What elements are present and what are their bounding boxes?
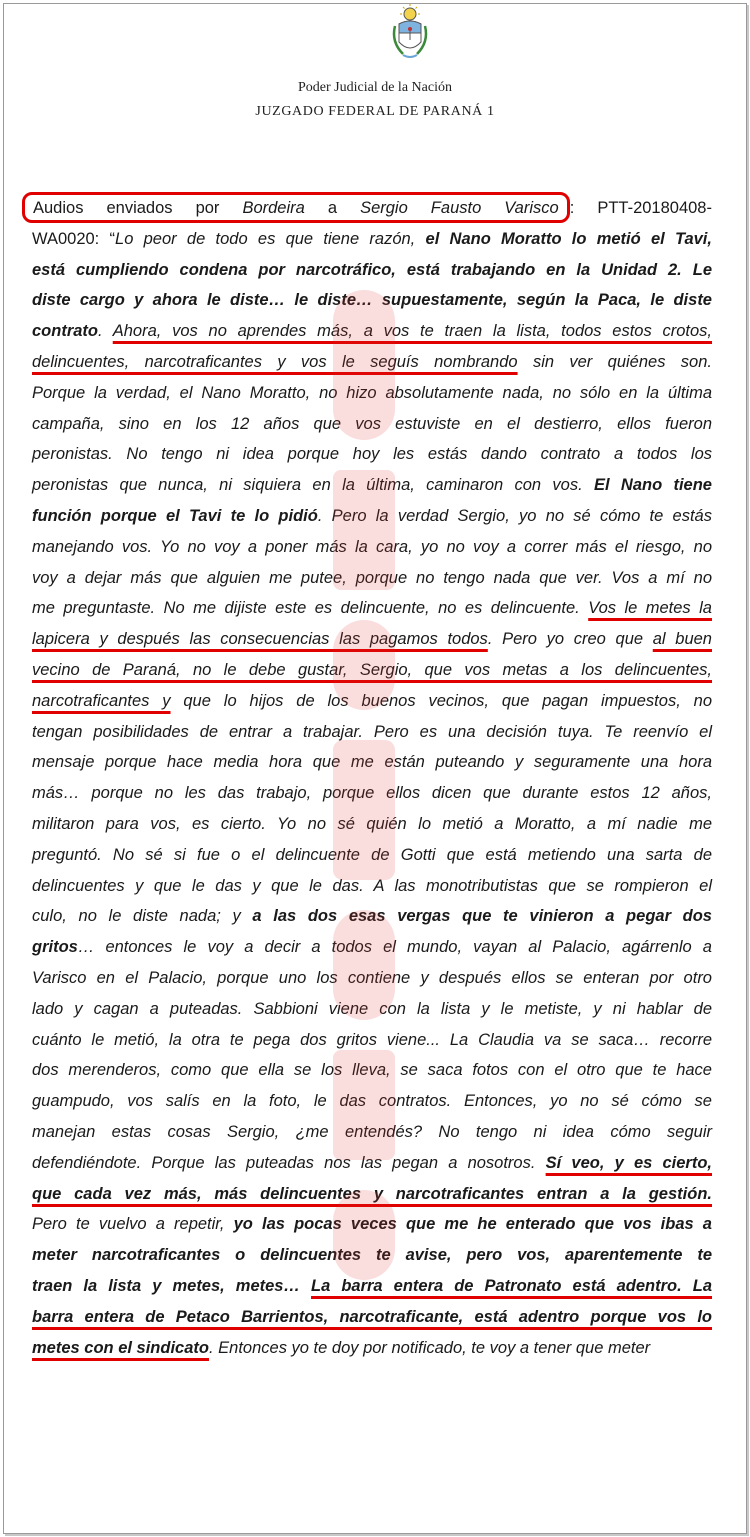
text-segment: dos merenderos, como que ella se los lleva, se saca fotos con el otro que te hace <box>32 1061 712 1080</box>
highlighted-text: al buen <box>652 630 712 649</box>
text-segment: . Pero yo creo que <box>487 630 653 649</box>
text-line <box>32 809 712 839</box>
text-line <box>32 255 712 285</box>
text-segment: : PTT-20180408- <box>569 199 712 217</box>
text-line <box>32 1148 712 1178</box>
highlighted-text: La barra entera de Patronato está adentro. La <box>311 1277 713 1295</box>
text-segment: Porque la verdad, el Nano Moratto, no hizo absolutamente nada, no sólo en la última <box>32 383 712 402</box>
text-line <box>32 1179 712 1209</box>
court-header-line2: JUZGADO FEDERAL DE PARANÁ 1 <box>255 104 495 119</box>
text-segment: defendiéndote. Porque las puteadas nos las pegan a nosotros. <box>32 1153 546 1172</box>
text-segment: Pero te vuelvo a repetir, <box>32 1215 234 1234</box>
court-header-line1: Poder Judicial de la Nación <box>298 80 452 95</box>
text-segment: cuánto le metió, la otra te pega dos gritos viene... La Claudia va se saca… recorre <box>32 1030 712 1049</box>
text-line <box>32 439 712 469</box>
text-line <box>32 347 712 377</box>
highlighted-text: lapicera y después las consecuencias las pagamos todos <box>32 630 488 649</box>
highlighted-text: metes con el sindicato <box>32 1338 209 1357</box>
highlighted-text: vecino de Paraná, no le debe gustar, Sergio, que vos metas a los delincuentes, <box>32 661 712 679</box>
text-segment: traen la lista y metes, metes… <box>32 1277 312 1295</box>
text-segment: tengan posibilidades de entrar a trabajar. Pero es una decisión tuya. Te reenvío el <box>32 722 712 741</box>
text-segment: militaron para vos, es cierto. Yo no sé quién lo metió a Moratto, a mí nadie me <box>32 815 712 833</box>
highlighted-text: delincuentes, narcotraficantes y vos le seguís nombrando <box>32 353 518 371</box>
highlighted-text: que cada vez más, más delincuentes y narcotraficantes entran a la gestión. <box>32 1184 712 1203</box>
text-segment: diste cargo y ahora le diste… le diste… supuestamente, según la Paca, le diste <box>32 291 712 310</box>
text-segment: me preguntaste. No me dijiste este es delincuente, no es delincuente. <box>32 599 589 618</box>
text-segment: . <box>98 322 113 341</box>
text-line <box>32 224 712 254</box>
text-line <box>32 901 712 931</box>
highlighted-text: Ahora, vos no aprendes más, a vos te traen la lista, todos estos crotos, <box>112 322 713 341</box>
text-line <box>32 717 712 747</box>
text-line <box>32 686 712 716</box>
text-line <box>32 193 712 223</box>
text-line <box>32 778 712 808</box>
text-segment: . Entonces yo te doy por notificado, te voy a tener que meter <box>208 1338 651 1357</box>
text-segment: campaña, sino en los 12 años que vos estuviste en el destierro, ellos fueron <box>32 414 712 433</box>
text-segment: contrato <box>32 322 98 341</box>
text-segment: delincuentes y que le das y que le das. A las monotributistas que se rompieron el <box>32 876 712 895</box>
text-line <box>32 1240 712 1270</box>
text-segment: el Nano Moratto lo metió el Tavi, <box>425 229 712 248</box>
text-line <box>32 501 712 531</box>
text-segment: Audios enviados por <box>33 199 243 217</box>
text-segment: gritos <box>32 938 78 957</box>
text-segment: lado y cagan a puteadas. Sabbioni viene con la lista y le metiste, y ni hablar de <box>32 999 712 1018</box>
text-segment: guampudo, vos salís en la foto, le das contratos. Entonces, yo no sé cómo se <box>32 1092 712 1111</box>
text-segment: El Nano tiene <box>594 476 712 495</box>
text-line <box>32 1302 712 1332</box>
text-line <box>32 871 712 901</box>
text-line <box>32 593 712 623</box>
text-segment: está cumpliendo condena por narcotráfico, está trabajando en la Unidad 2. Le <box>32 260 712 279</box>
text-line <box>32 378 712 408</box>
text-segment: Bordeira <box>242 199 305 217</box>
highlighted-text: barra entera de Petaco Barrientos, narcotraficante, está adentro porque vos lo <box>32 1307 712 1326</box>
text-segment: manejando vos. Yo no voy a poner más la cara, yo no voy a correr más el riesgo, no <box>32 537 712 556</box>
text-line <box>32 1086 712 1116</box>
text-segment: meter narcotraficantes o delincuentes te avise, pero vos, aparentemente te <box>32 1246 712 1265</box>
text-line <box>32 624 712 654</box>
text-segment: sin ver quiénes son. <box>517 353 712 371</box>
text-line <box>32 563 712 593</box>
text-segment: Sergio Fausto Varisco <box>360 199 559 217</box>
text-segment: peronistas. No tengo ni idea porque hoy les estás dando contrato a todos los <box>32 445 712 464</box>
text-segment: yo las pocas veces que me he enterado que vos ibas a <box>233 1215 712 1234</box>
highlighted-text: Sí veo, y es cierto, <box>545 1153 712 1172</box>
text-line <box>32 532 712 562</box>
text-segment: peronistas que nunca, ni siquiera en la última, caminaron con vos. <box>32 476 594 495</box>
text-line <box>32 285 712 315</box>
text-segment: Lo peor de todo es que tiene razón, <box>115 229 426 248</box>
text-segment: preguntó. No sé si fue o el delincuente de Gotti que está metiendo una sarta de <box>32 845 712 864</box>
text-segment: culo, no le diste nada; y <box>32 907 253 926</box>
text-line <box>32 994 712 1024</box>
text-line <box>32 840 712 870</box>
text-line <box>32 963 712 993</box>
text-line <box>32 409 712 439</box>
text-segment: WA0020: “ <box>32 229 116 248</box>
text-segment: Varisco en el Palacio, porque uno los contiene y después ellos se enteran por otro <box>32 969 712 987</box>
highlighted-text: Vos le metes la <box>588 599 712 618</box>
text-segment: a las dos esas vergas que te vinieron a pegar dos <box>252 907 712 926</box>
text-line <box>32 470 712 500</box>
text-line <box>32 747 712 777</box>
text-line <box>32 316 712 346</box>
text-line <box>32 932 712 962</box>
text-line <box>32 655 712 685</box>
text-segment: manejan estas cosas Sergio, ¿me entendés? No tengo ni idea cómo seguir <box>32 1123 712 1141</box>
highlight-box <box>22 192 570 223</box>
text-segment: más… porque no les das trabajo, porque ellos dicen que durante estos 12 años, <box>32 784 712 803</box>
text-segment: a <box>304 199 361 217</box>
text-line <box>32 1117 712 1147</box>
text-segment: que lo hijos de los buenos vecinos, que pagan impuestos, no <box>170 691 712 710</box>
text-line <box>32 1025 712 1055</box>
text-segment: voy a dejar más que alguien me putee, porque no tengo nada que ver. Vos a mí no <box>32 568 712 587</box>
text-segment: … entonces le voy a decir a todos el mundo, vayan al Palacio, agárrenlo a <box>77 938 712 957</box>
text-line <box>32 1209 712 1239</box>
text-segment: función porque el Tavi te lo pidió <box>32 507 318 525</box>
text-line <box>32 1271 712 1301</box>
text-line <box>32 1055 712 1085</box>
text-line <box>32 1333 712 1363</box>
text-segment: mensaje porque hace media hora que me están puteando y seguramente una hora <box>32 753 712 772</box>
highlighted-text: narcotraficantes y <box>32 691 171 710</box>
national-coat-of-arms-icon <box>389 2 431 64</box>
text-segment: . Pero la verdad Sergio, yo no sé cómo te estás <box>317 507 712 525</box>
